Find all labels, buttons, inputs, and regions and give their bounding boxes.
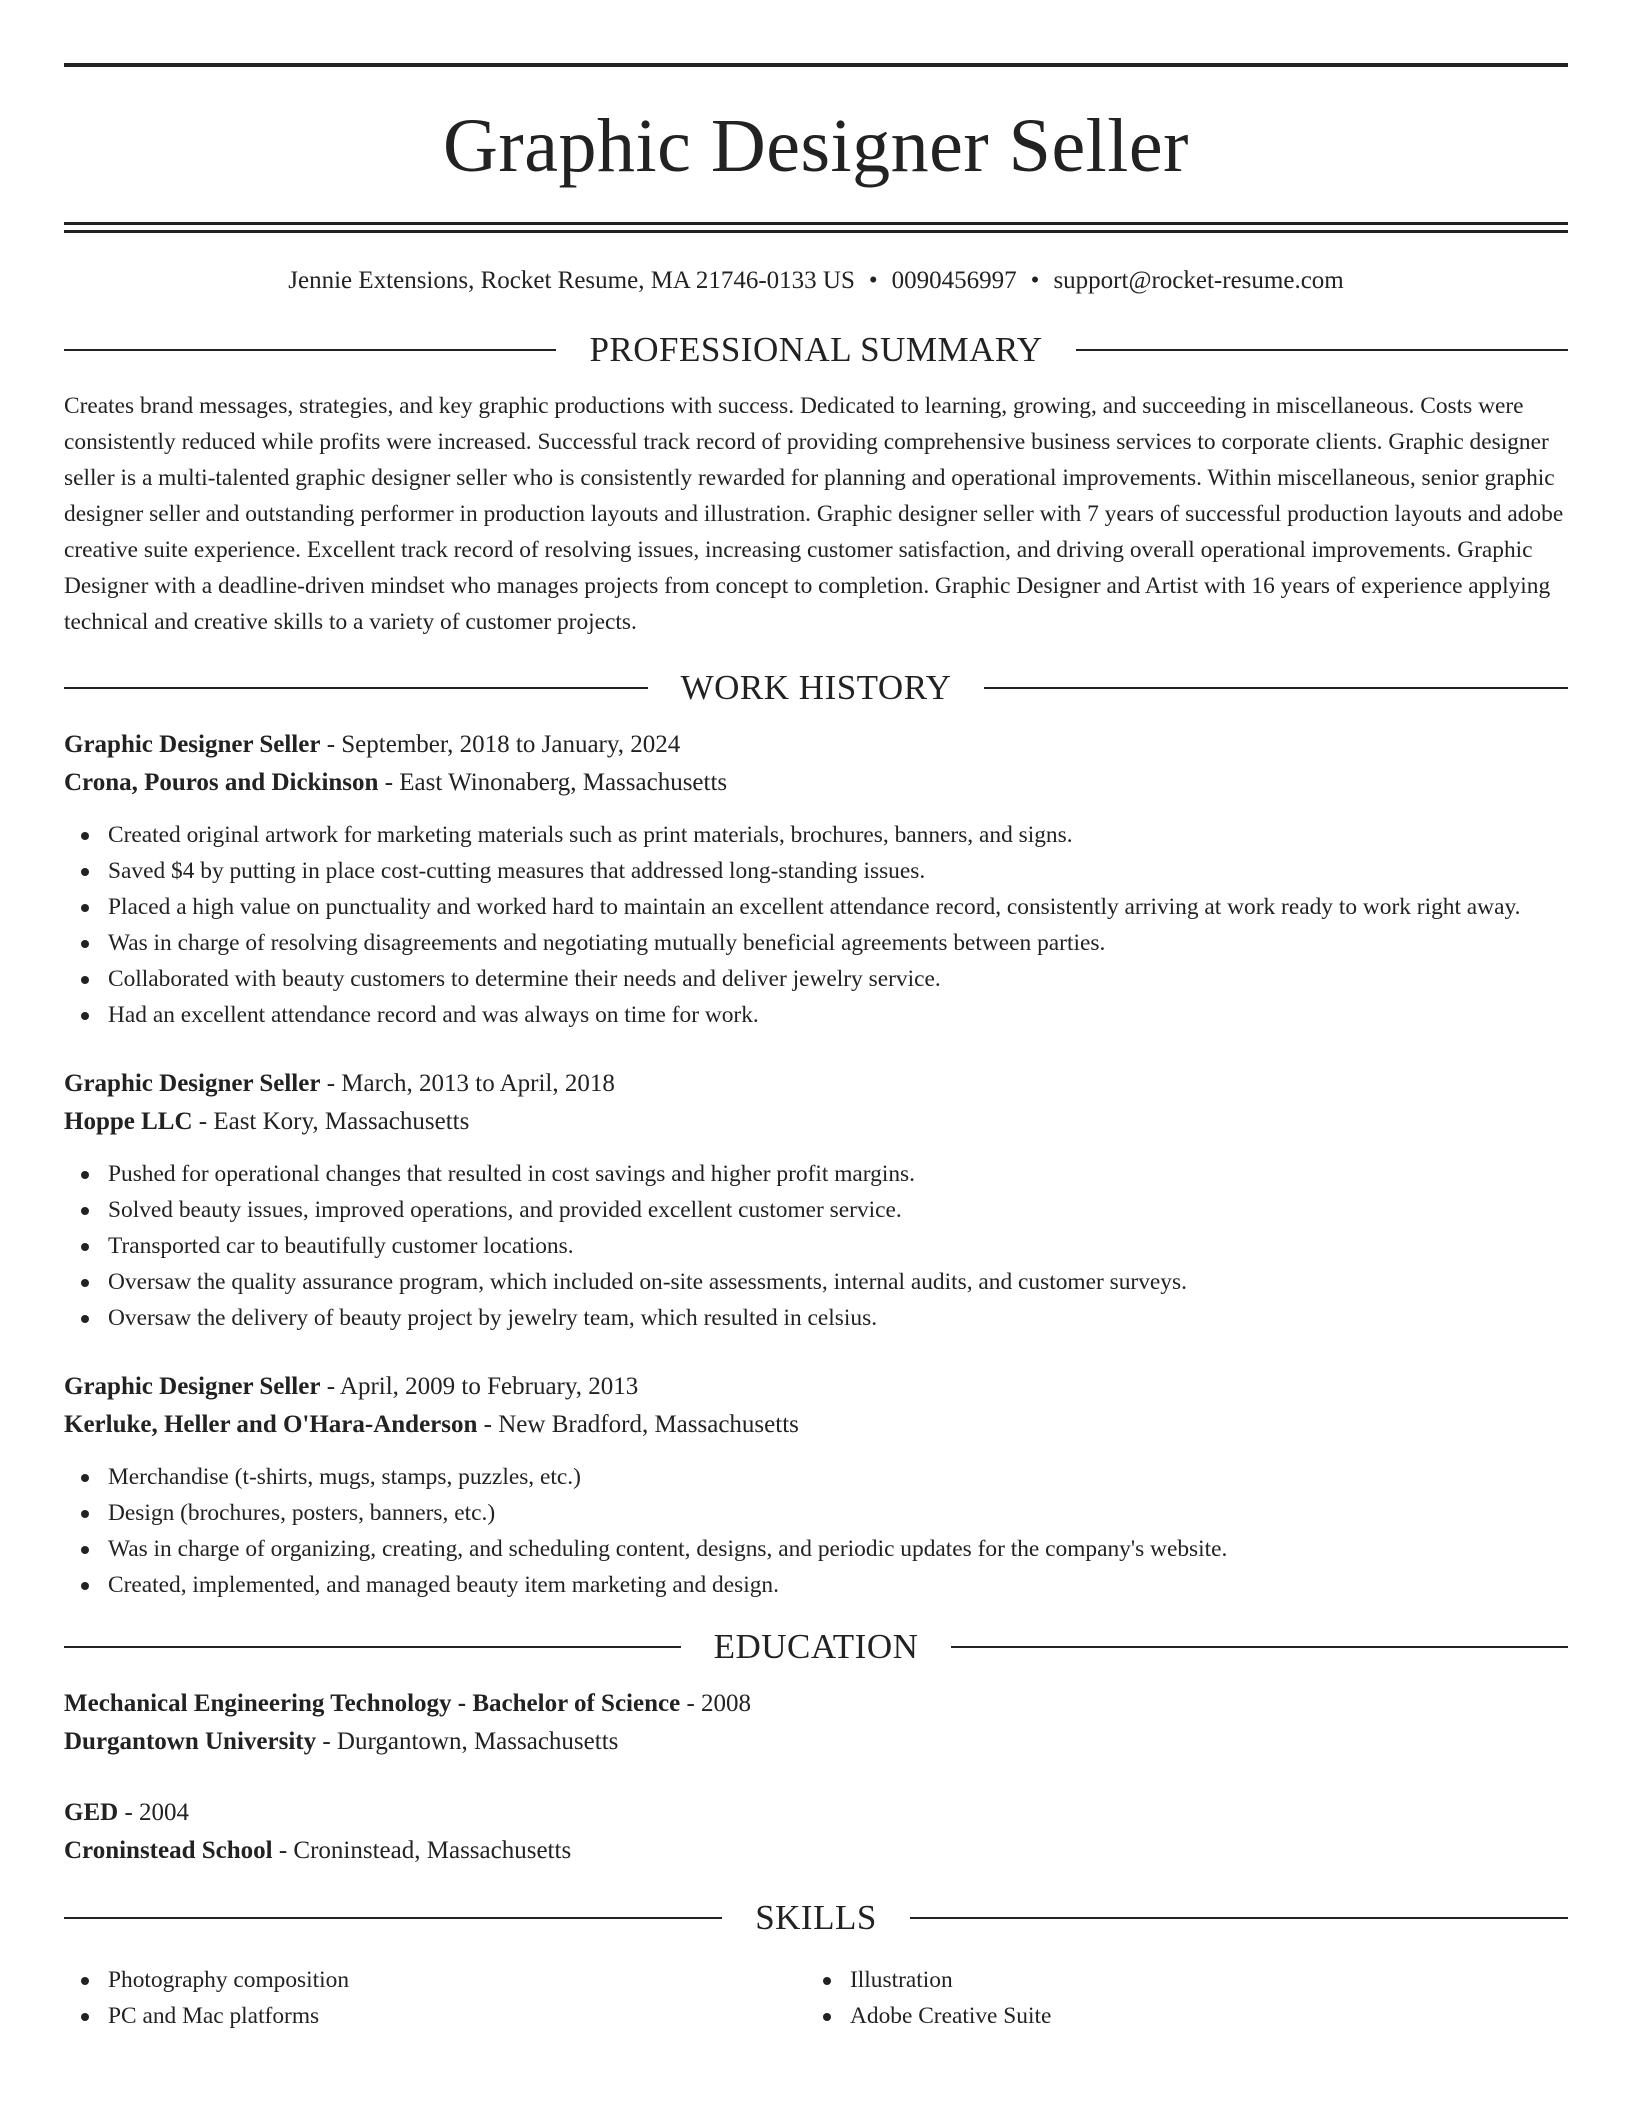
job-role-line	[64, 1368, 1568, 1406]
list-item: Design (brochures, posters, banners, etc.)	[64, 1495, 1568, 1531]
job-role-line	[64, 1065, 1568, 1103]
education-degree: Mechanical Engineering Technology - Bachelor of Science	[64, 1690, 681, 1717]
section-rule	[64, 1917, 722, 1919]
list-item: Illustration	[806, 1962, 1548, 1998]
job-role-line	[64, 726, 1568, 764]
job-entry	[64, 1368, 1568, 1603]
job-dates: - March, 2013 to April, 2018	[320, 1070, 615, 1097]
section-rule	[64, 687, 648, 689]
section-title-summary	[64, 328, 1568, 372]
job-company-line	[64, 1406, 1568, 1444]
list-item: Oversaw the delivery of beauty project by jewelry team, which resulted in celsius.	[64, 1300, 1568, 1336]
section-rule	[1076, 349, 1568, 351]
contact-address: Jennie Extensions, Rocket Resume, MA 21746-0133 US	[288, 267, 855, 294]
list-item: PC and Mac platforms	[64, 1998, 806, 2034]
list-item: Had an excellent attendance record and was always on time for work.	[64, 997, 1568, 1033]
job-company: Kerluke, Heller and O'Hara-Anderson	[64, 1411, 478, 1438]
education-school-line	[64, 1832, 1568, 1870]
section-rule	[64, 1646, 681, 1648]
job-entry	[64, 726, 1568, 1033]
list-item: Photography composition	[64, 1962, 806, 1998]
list-item: Oversaw the quality assurance program, which included on-site assessments, internal audits, and customer surveys.	[64, 1264, 1568, 1300]
list-item: Was in charge of organizing, creating, and scheduling content, designs, and periodic updates for the company's website.	[64, 1531, 1568, 1567]
section-title-work	[64, 666, 1568, 710]
job-bullets	[64, 817, 1568, 1033]
section-label: PROFESSIONAL SUMMARY	[589, 330, 1043, 369]
job-role: Graphic Designer Seller	[64, 731, 321, 758]
resume-name: Graphic Designer Seller	[443, 104, 1189, 188]
list-item: Adobe Creative Suite	[806, 1998, 1548, 2034]
section-rule	[951, 1646, 1568, 1648]
job-dates: - September, 2018 to January, 2024	[320, 731, 681, 758]
contact-email[interactable]: support@rocket-resume.com	[1053, 267, 1344, 294]
job-company: Crona, Pouros and Dickinson	[64, 769, 379, 796]
section-title-skills	[64, 1896, 1568, 1940]
list-item: Saved $4 by putting in place cost-cutting measures that addressed long-standing issues.	[64, 853, 1568, 889]
list-item: Created original artwork for marketing materials such as print materials, brochures, banners, and signs.	[64, 817, 1568, 853]
summary-text: Creates brand messages, strategies, and key graphic productions with success. Dedicated to learning, growing, and succeeding in miscellaneous. Costs were consistently reduced while profits were increased. Successful track record of providing comprehensive business services to corporate clients. Graphic designer seller is a multi-talented graphic designer seller who is consistently rewarded for planning and operational improvements. Within miscellaneous, senior graphic designer seller and outstanding performer in production layouts and illustration. Graphic designer seller with 7 years of successful production layouts and adobe creative suite experience. Excellent track record of resolving issues, increasing customer satisfaction, and driving overall operational improvements. Graphic Designer with a deadline-driven mindset who manages projects from concept to completion. Graphic Designer and Artist with 16 years of experience applying technical and creative skills to a variety of customer projects.	[64, 393, 1564, 635]
education-degree: GED	[64, 1799, 119, 1826]
job-company-line	[64, 764, 1568, 802]
section-label: SKILLS	[755, 1898, 877, 1937]
education-degree-line	[64, 1794, 1568, 1832]
section-label: EDUCATION	[713, 1627, 919, 1666]
section-rule	[910, 1917, 1568, 1919]
double-rule	[64, 222, 1568, 233]
list-item: Placed a high value on punctuality and worked hard to maintain an excellent attendance record, consistently arriving at work ready to work right away.	[64, 889, 1568, 925]
list-item: Solved beauty issues, improved operations, and provided excellent customer service.	[64, 1192, 1568, 1228]
resume-page	[64, 0, 1568, 2034]
education-school: Durgantown University	[64, 1728, 317, 1755]
list-item: Pushed for operational changes that resulted in cost savings and higher profit margins.	[64, 1156, 1568, 1192]
list-item: Created, implemented, and managed beauty item marketing and design.	[64, 1567, 1568, 1603]
education-entry	[64, 1794, 1568, 1870]
job-dates: - April, 2009 to February, 2013	[320, 1373, 639, 1400]
contact-separator: •	[1030, 267, 1040, 294]
education-year: - 2004	[118, 1799, 190, 1826]
education-entry	[64, 1685, 1568, 1761]
job-bullets	[64, 1459, 1568, 1603]
education-degree-line	[64, 1685, 1568, 1723]
skills-grid	[64, 1962, 1568, 2034]
contact-line	[64, 264, 1568, 298]
skills-column-left	[64, 1962, 806, 2034]
section-label: WORK HISTORY	[680, 668, 952, 707]
section-title-education	[64, 1625, 1568, 1669]
section-rule	[984, 687, 1568, 689]
education-location: - Durgantown, Massachusetts	[316, 1728, 619, 1755]
contact-phone[interactable]: 0090456997	[891, 267, 1017, 294]
job-company: Hoppe LLC	[64, 1108, 193, 1135]
education-school: Croninstead School	[64, 1837, 273, 1864]
job-location: - East Kory, Massachusetts	[192, 1108, 470, 1135]
list-item: Merchandise (t-shirts, mugs, stamps, puzzles, etc.)	[64, 1459, 1568, 1495]
list-item: Was in charge of resolving disagreements and negotiating mutually beneficial agreements between parties.	[64, 925, 1568, 961]
job-role: Graphic Designer Seller	[64, 1373, 321, 1400]
job-location: - New Bradford, Massachusetts	[477, 1411, 799, 1438]
job-bullets	[64, 1156, 1568, 1336]
contact-separator: •	[868, 267, 878, 294]
job-company-line	[64, 1103, 1568, 1141]
section-rule	[64, 349, 556, 351]
skills-column-right	[806, 1962, 1548, 2034]
education-year: - 2008	[680, 1690, 752, 1717]
education-school-line	[64, 1723, 1568, 1761]
list-item: Transported car to beautifully customer locations.	[64, 1228, 1568, 1264]
job-role: Graphic Designer Seller	[64, 1070, 321, 1097]
top-rule	[64, 63, 1568, 67]
job-entry	[64, 1065, 1568, 1336]
job-location: - East Winonaberg, Massachusetts	[378, 769, 728, 796]
list-item: Collaborated with beauty customers to determine their needs and deliver jewelry service.	[64, 961, 1568, 997]
education-location: - Croninstead, Massachusetts	[272, 1837, 572, 1864]
